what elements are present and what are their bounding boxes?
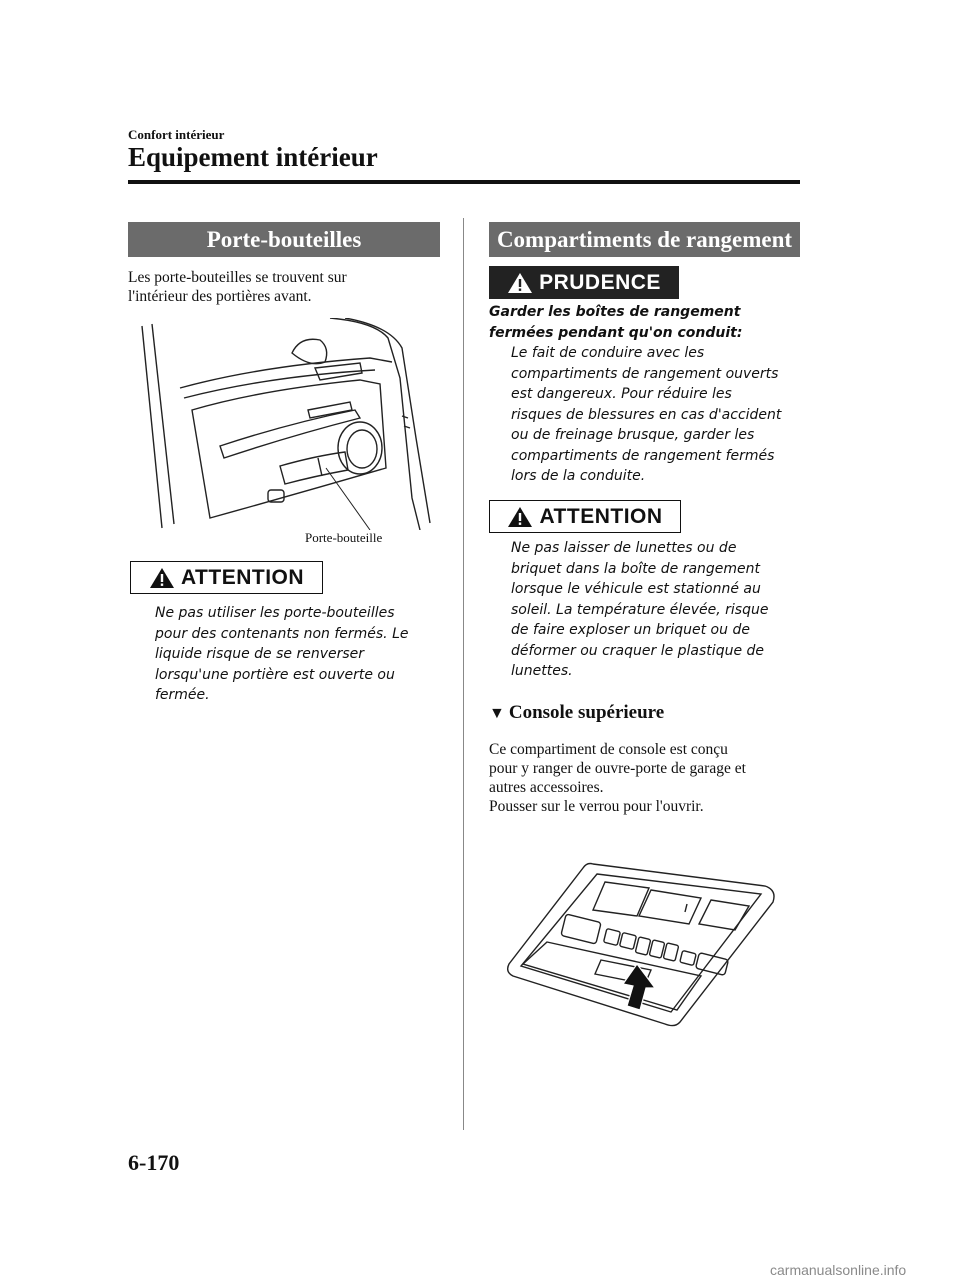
caution-line: compartiments de rangement fermés (511, 447, 775, 464)
warning-line: lunettes. (511, 663, 573, 679)
intro-line: l'intérieur des portières avant. (128, 288, 312, 305)
warning-line: briquet dans la boîte de rangement (511, 560, 761, 577)
warning-line: fermée. (155, 687, 210, 703)
subheading-label: Console supérieure (508, 702, 665, 723)
attention-box-left (130, 561, 323, 594)
figure-label-bottle-holder: Porte-bouteille (305, 530, 383, 545)
warning-line: lorsque le véhicule est stationné au (511, 581, 761, 597)
warning-line: déformer ou craquer le plastique de (511, 642, 765, 659)
warning-line: liquide risque de se renverser (155, 646, 365, 662)
warning-line: Ne pas utiliser les porte-bouteilles (155, 605, 395, 621)
caution-label: PRUDENCE (539, 270, 661, 294)
caution-title-line: Garder les boîtes de rangement (489, 304, 741, 320)
warning-triangle-icon (507, 506, 533, 528)
warning-triangle-icon (507, 272, 533, 294)
watermark: carmanualsonline.info (770, 1262, 907, 1278)
warning-line: pour des contenants non fermés. Le (155, 625, 409, 642)
triangle-bullet-icon: ▼ (489, 705, 505, 722)
caution-line: est dangereux. Pour réduire les (511, 386, 732, 402)
warning-line: soleil. La température élevée, risque (511, 601, 769, 618)
body-line: Pousser sur le verrou pour l'ouvrir. (489, 798, 704, 815)
body-line: pour y ranger de ouvre-porte de garage et (489, 760, 746, 777)
warning-line: Ne pas laisser de lunettes ou de (511, 540, 737, 556)
caution-line: Le fait de conduire avec les (511, 345, 705, 361)
section-heading-bottle-holders: Porte-bouteilles (128, 222, 440, 257)
header-rule (128, 180, 800, 184)
attention-label: ATTENTION (180, 565, 305, 589)
caution-line: compartiments de rangement ouverts (511, 365, 779, 382)
attention-label: ATTENTION (539, 504, 663, 528)
warning-triangle-icon (149, 567, 175, 589)
page-number: 6-170 (128, 1150, 180, 1175)
door-illustration (140, 318, 440, 530)
overhead-console-text (489, 740, 746, 816)
intro-line: Les porte-bouteilles se trouvent sur (128, 269, 347, 286)
caution-title (489, 302, 742, 343)
body-line: autres accessoires. (489, 779, 604, 796)
attention-box-right (489, 500, 681, 533)
column-divider (463, 218, 464, 1130)
caution-text (511, 343, 781, 487)
warning-line: de faire exploser un briquet ou de (511, 622, 750, 638)
caution-line: lors de la conduite. (511, 468, 646, 484)
subheading-overhead-console (489, 702, 664, 724)
bottle-holder-intro (128, 268, 347, 306)
caution-line: risques de blessures en cas d'accident (511, 406, 782, 423)
attention-text-left (155, 603, 409, 706)
section-label: Confort intérieur (128, 127, 225, 142)
caution-title-line: fermées pendant qu'on conduit: (489, 324, 743, 341)
body-line: Ce compartiment de console est conçu (489, 741, 728, 758)
caution-box (489, 266, 679, 299)
attention-text-right (511, 538, 768, 682)
warning-line: lorsqu'une portière est ouverte ou (155, 666, 395, 683)
section-heading-storage-compartments: Compartiments de rangement (489, 222, 800, 257)
overhead-console-illustration (505, 860, 785, 1028)
page-title: Equipement intérieur (128, 142, 378, 172)
caution-line: ou de freinage brusque, garder les (511, 427, 755, 443)
